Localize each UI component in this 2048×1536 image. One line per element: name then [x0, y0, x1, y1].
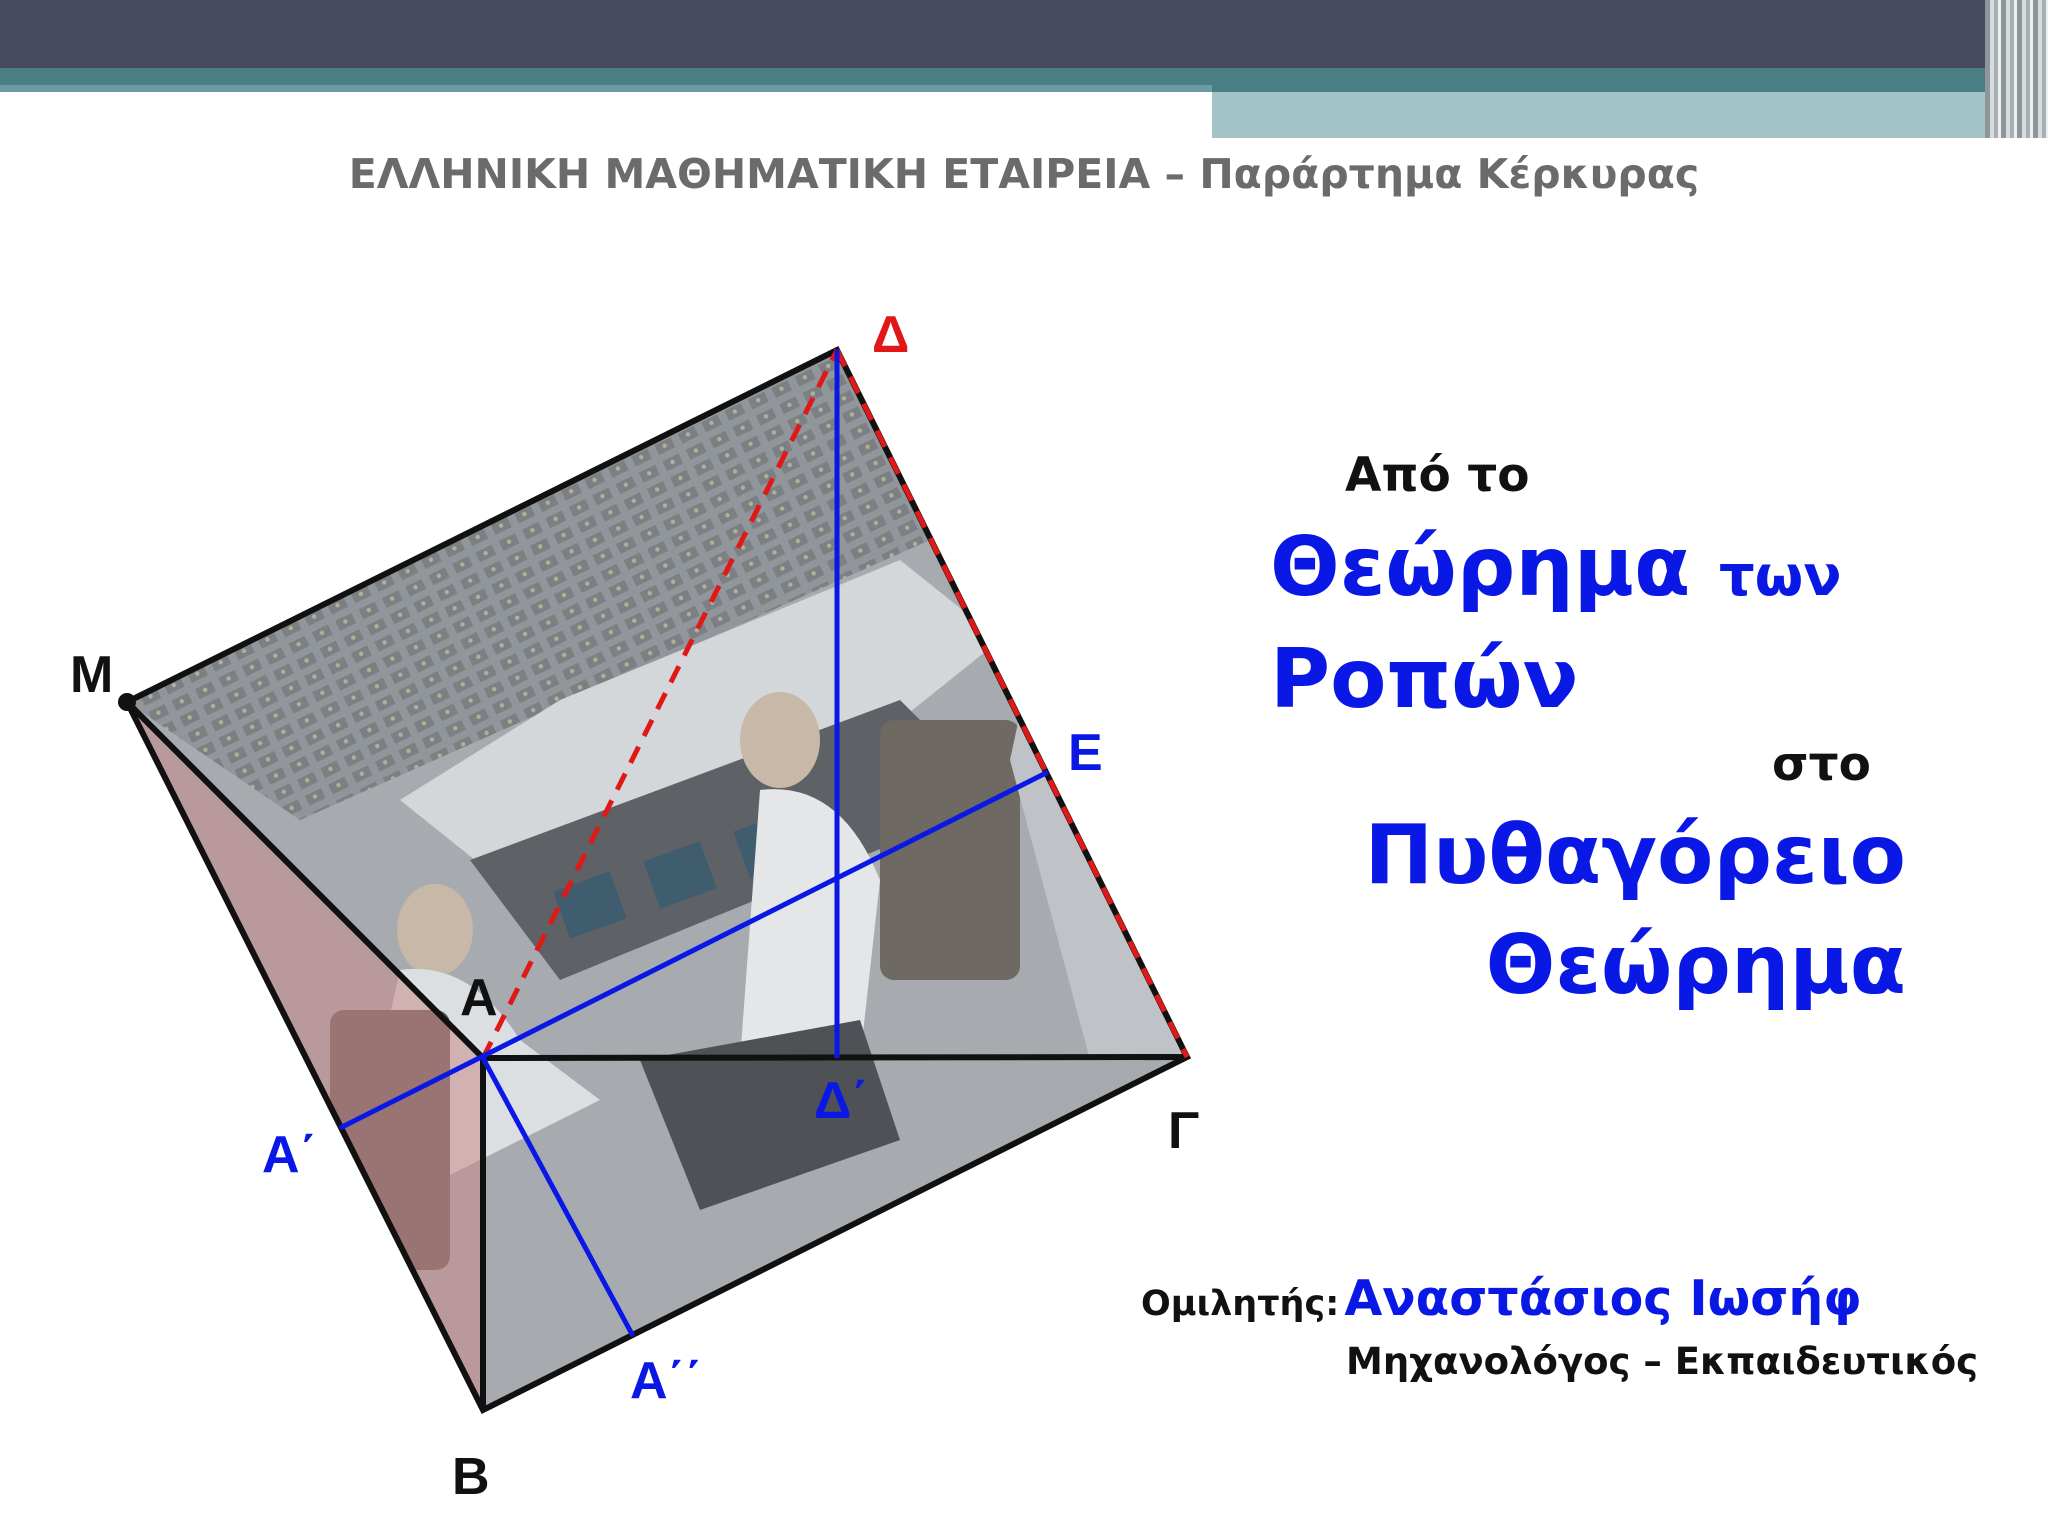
label-E: Ε — [1068, 724, 1103, 782]
title-of-word: των — [1718, 544, 1842, 609]
speaker-role: Μηχανολόγος – Εκπαιδευτικός — [1346, 1340, 1979, 1383]
label-D: Δ — [872, 306, 910, 364]
title-theorem-word: Θεώρημα — [1270, 520, 1691, 615]
title-line-pythagorean: Πυθαγόρειο — [1364, 808, 1906, 903]
speaker-line — [1141, 1270, 1862, 1327]
title-line-moments: Ροπών — [1270, 632, 1579, 727]
label-A: Α — [460, 969, 498, 1027]
label-D1: Δ΄ — [814, 1072, 869, 1130]
title-line-theorem — [1270, 520, 1842, 615]
title-line-theorem-2: Θεώρημα — [1485, 918, 1906, 1013]
speaker-label: Ομιλητής: — [1141, 1284, 1340, 1324]
label-A1: Α΄ — [262, 1126, 317, 1184]
label-M: Μ — [70, 646, 114, 704]
title-line-from: Από το — [1345, 448, 1530, 503]
label-G: Γ — [1168, 1102, 1200, 1160]
label-A2: Α΄΄ — [630, 1352, 703, 1410]
speaker-name: Αναστάσιος Ιωσήφ — [1344, 1270, 1862, 1327]
header-title: ΕΛΛΗΝΙΚΗ ΜΑΘΗΜΑΤΙΚΗ ΕΤΑΙΡΕΙΑ – Παράρτημα Κέρκυρας — [348, 150, 1700, 198]
title-line-to: στο — [1772, 737, 1871, 792]
label-B: Β — [452, 1448, 490, 1506]
point-M — [118, 693, 136, 711]
